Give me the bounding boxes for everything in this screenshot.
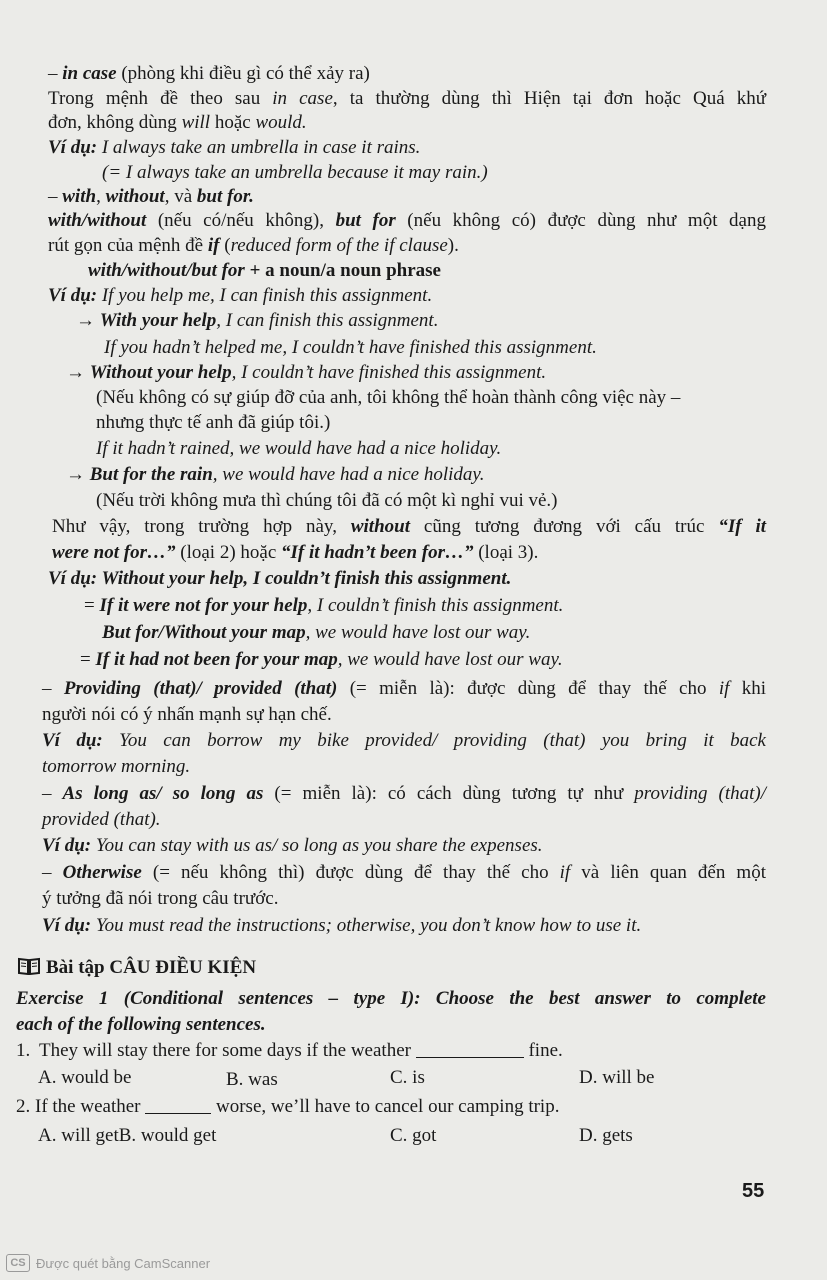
question-text: fine. <box>528 1040 563 1061</box>
example-line: Ví dụ: Without your help, I couldn’t finish this assignment. <box>48 568 512 589</box>
option-c[interactable]: C. got <box>390 1125 437 1146</box>
option-d[interactable]: D. gets <box>579 1125 633 1146</box>
option-c[interactable]: C. is <box>390 1067 425 1088</box>
page-number: 55 <box>742 1180 765 1202</box>
question-text: worse, we’ll have to cancel our camping trip. <box>216 1096 560 1117</box>
example-line: = If it had not been for your map, we would have lost our way. <box>80 649 563 670</box>
camscanner-logo: CS <box>6 1254 30 1272</box>
bullet-with-without: – with, without, và but for. <box>48 186 254 207</box>
answer-blank[interactable] <box>416 1039 524 1058</box>
paragraph-line: Trong mệnh đề theo sau in case, ta thường dùng thì Hiện tại đơn hoặc Quá khứ <box>48 88 766 109</box>
question-number: 1. <box>16 1040 31 1061</box>
dash: – <box>48 63 63 84</box>
bullet-as-long-as: – As long as/ so long as (= miễn là): có cách dùng tương tự như providing (that)/ <box>42 783 766 804</box>
formula-line: with/without/but for + a noun/a noun phrase <box>88 260 441 281</box>
question-text: They will stay there for some days if the weather <box>39 1040 411 1061</box>
option-a-b[interactable]: A. will getB. would get <box>38 1125 217 1146</box>
paragraph-line: were not for…” (loại 2) hoặc “If it hadn’t been for…” (loại 3). <box>52 542 539 563</box>
example-line: → With your help, I can finish this assignment. <box>76 310 439 331</box>
section-title: Bài tập CÂU ĐIỀU KIỆN <box>46 957 257 978</box>
translation-line: (Nếu không có sự giúp đỡ của anh, tôi không thể hoàn thành công việc này – <box>96 387 681 408</box>
exercise-instruction: each of the following sentences. <box>16 1014 266 1035</box>
example-line: Ví dụ: I always take an umbrella in case it rains. <box>48 137 421 158</box>
paragraph-line: Như vậy, trong trường hợp này, without cũng tương đương với cấu trúc “If it <box>52 516 767 537</box>
answer-blank[interactable] <box>145 1095 211 1114</box>
bullet-providing: – Providing (that)/ provided (that) (= miễn là): được dùng để thay thế cho if khi <box>42 678 767 699</box>
paragraph-line: đơn, không dùng will hoặc would. <box>48 112 307 133</box>
translation-line: nhưng thực tế anh đã giúp tôi.) <box>96 412 331 433</box>
exercise-instruction: Exercise 1 (Conditional sentences – type I): Choose the best answer to complete <box>16 988 766 1009</box>
paragraph-line: người nói có ý nhấn mạnh sự hạn chế. <box>42 704 332 725</box>
example-line: If you hadn’t helped me, I couldn’t have finished this assignment. <box>104 337 597 358</box>
question-1 <box>16 1039 563 1063</box>
example-line: Ví dụ: You can borrow my bike provided/ providing (that) you bring it back <box>42 730 766 751</box>
paragraph-line: with/without (nếu có/nếu không), but for (nếu không có) được dùng như một dạng <box>48 210 766 231</box>
term-in-case-gloss: (phòng khi điều gì có thể xảy ra) <box>116 63 370 84</box>
term-in-case: in case <box>62 63 117 84</box>
option-d[interactable]: D. will be <box>579 1067 655 1088</box>
paragraph-line: provided (that). <box>42 809 161 830</box>
watermark-text: Được quét bằng CamScanner <box>36 1255 211 1271</box>
bullet-otherwise: – Otherwise (= nếu không thì) được dùng để thay thế cho if và liên quan đến một <box>42 862 766 883</box>
question-text: If the weather <box>35 1096 141 1117</box>
paragraph-line: rút gọn của mệnh đề if (reduced form of the if clause). <box>48 235 459 256</box>
option-a[interactable]: A. would be <box>38 1067 132 1088</box>
example-line: tomorrow morning. <box>42 756 191 777</box>
example-line: Ví dụ: You can stay with us as/ so long as you share the expenses. <box>42 835 543 856</box>
book-icon <box>18 957 40 982</box>
example-line: Ví dụ: If you help me, I can finish this assignment. <box>48 285 433 306</box>
example-line: Ví dụ: You must read the instructions; otherwise, you don’t know how to use it. <box>42 915 642 936</box>
question-number: 2. <box>16 1096 31 1117</box>
example-line: But for/Without your map, we would have lost our way. <box>102 622 531 643</box>
paragraph-line: ý tưởng đã nói trong câu trước. <box>42 888 279 909</box>
option-b[interactable]: B. was <box>226 1069 278 1090</box>
question-2 <box>16 1095 559 1119</box>
translation-line: (Nếu trời không mưa thì chúng tôi đã có một kì nghỉ vui vẻ.) <box>96 490 558 511</box>
scanner-watermark <box>0 1252 210 1274</box>
bullet-in-case <box>48 62 370 86</box>
example-line: = If it were not for your help, I couldn’t finish this assignment. <box>84 595 564 616</box>
example-line: If it hadn’t rained, we would have had a nice holiday. <box>96 438 502 459</box>
example-line: (= I always take an umbrella because it may rain.) <box>102 162 488 183</box>
example-line: → But for the rain, we would have had a nice holiday. <box>66 464 485 485</box>
example-line: → Without your help, I couldn’t have finished this assignment. <box>66 362 547 383</box>
section-heading <box>18 956 256 982</box>
